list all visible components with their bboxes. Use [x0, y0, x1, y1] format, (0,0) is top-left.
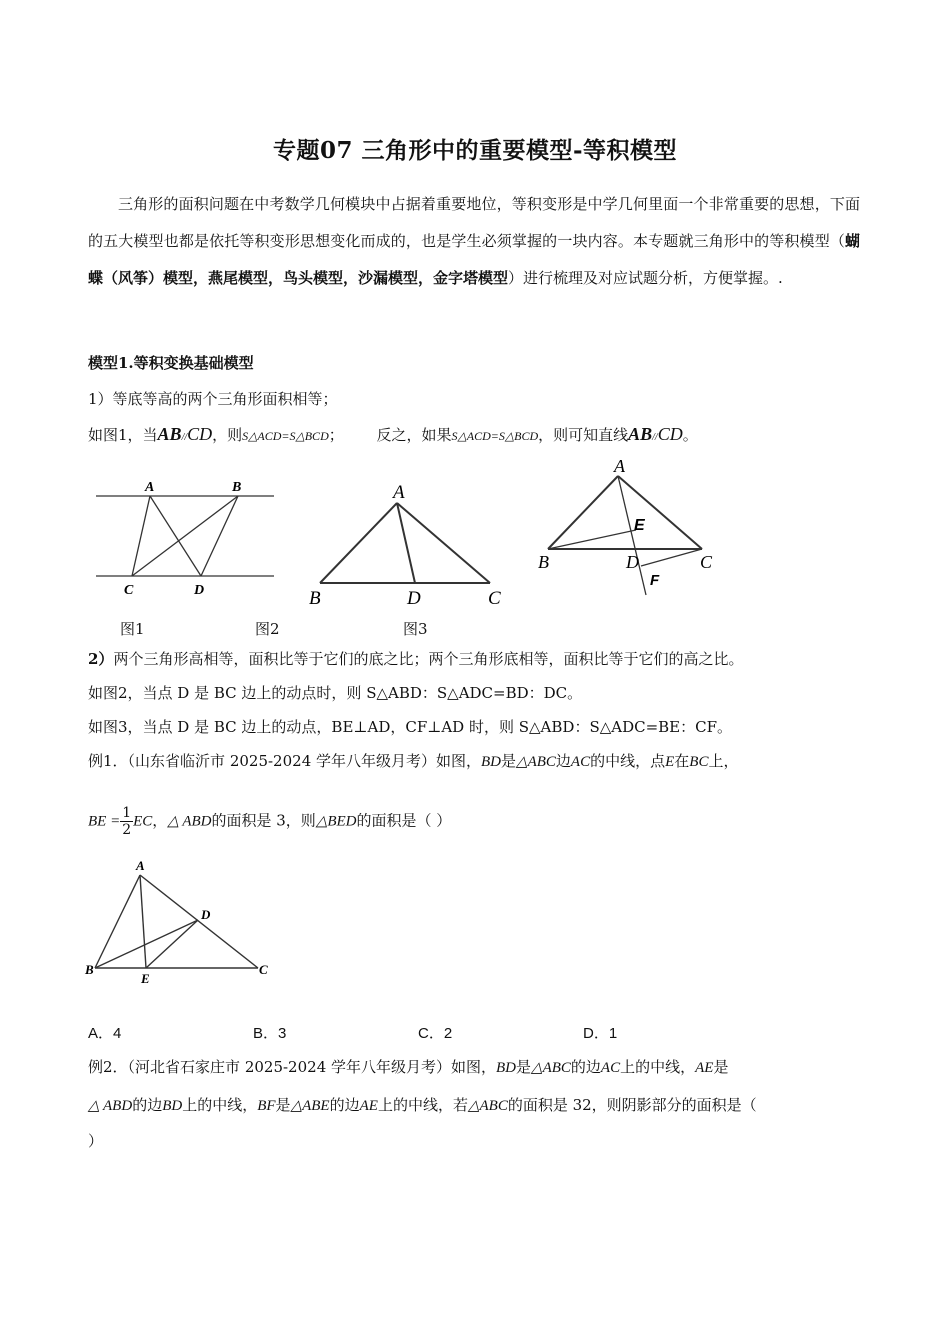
ex1-label: B — [85, 962, 94, 977]
fig3-label: E — [634, 517, 645, 534]
example1-figure — [80, 855, 280, 1015]
figure-1 — [90, 475, 280, 605]
ex1-label: A — [136, 858, 145, 873]
example2-line3: ） — [88, 1132, 104, 1150]
example1-option-b[interactable]: B．3 — [253, 1025, 287, 1042]
fig3-label: B — [538, 552, 549, 572]
example1-option-d[interactable]: D．1 — [583, 1025, 618, 1042]
fig2-label: B — [309, 588, 321, 609]
intro-post: ）进行梳理及对应试题分析，方便掌握。. — [508, 269, 783, 287]
example1-line2: BE = $\frac{1}{2}$ EC，△ ABD的面积是 3，则△BED的面积是（ ） — [88, 805, 452, 838]
fig3-label: A — [614, 456, 625, 476]
figure-2 — [305, 478, 515, 613]
ex1-label: C — [259, 962, 268, 977]
fraction: $\frac{1}{2}$ — [122, 805, 132, 838]
fig2-label: C — [488, 588, 501, 609]
intro-bold: 蝴蝶（风筝）模型，燕尾模型，鸟头模型，沙漏模型，金字塔模型 — [88, 232, 860, 287]
fig1-label: B — [232, 480, 242, 495]
fig3-label: C — [700, 552, 713, 572]
model1-point1: 1）等底等高的两个三角形面积相等； — [88, 390, 338, 408]
fig3-label: D — [626, 552, 639, 572]
caption-fig3: 图3 — [403, 620, 428, 638]
fig3-label: F — [650, 572, 660, 589]
ex1-label: D — [201, 907, 211, 922]
example2-line2: △ ABD的边BD上的中线，BF是△ABE的边AE上的中线，若△ABC的面积是 32，则阴影部分的面积是（ — [88, 1096, 757, 1114]
caption-fig2: 图2 — [255, 620, 280, 638]
ex1-label: E — [141, 971, 150, 986]
model1-fig2-statement: 如图2，当点 D 是 BC 边上的动点时，则 S△ABD：S△ADC=BD：DC。 — [88, 684, 583, 702]
example1-option-c[interactable]: C．2 — [418, 1025, 453, 1042]
fig1-label: A — [145, 480, 155, 495]
example2-line1: 例2．（河北省石家庄市 2025-2024 学年八年级月考）如图，BD是△ABC的边AC上的中线，AE是 — [88, 1058, 729, 1076]
fig1-label: C — [124, 583, 134, 598]
fig2-label: A — [393, 482, 405, 503]
model1-fig1-statement: 如图1，当AB//CD，则S△ACD=S△BCD； 反之，如果S△ACD=S△BCD，则可知直线AB//CD。 — [88, 424, 698, 444]
caption-fig1: 图1 — [120, 620, 145, 638]
model1-point2: 2）两个三角形高相等，面积比等于它们的底之比；两个三角形底相等，面积比等于它们的高之比。 — [88, 650, 744, 668]
figure-3 — [530, 452, 730, 600]
model1-heading: 模型1.等积变换基础模型 — [88, 354, 254, 372]
intro-pre: 三角形的面积问题在中考数学几何模块中占据着重要地位，等积变形是中学几何里面一个非常重要的思想，下面的五大模型也都是依托等积变形思想变化而成的，也是学生必须掌握的一块内容。本专题就三角形中的等积模型（ — [88, 195, 860, 250]
fig2-label: D — [407, 588, 421, 609]
model1-fig3-statement: 如图3，当点 D 是 BC 边上的动点，BE⊥AD，CF⊥AD 时，则 S△ABD：S△ADC=BE：CF。 — [88, 718, 733, 736]
example1-line1: 例1．（山东省临沂市 2025-2024 学年八年级月考）如图，BD是△ABC边AC的中线，点E在BC上， — [88, 752, 739, 770]
intro-paragraph — [88, 186, 860, 297]
page-title: 专题07 三角形中的重要模型-等积模型 — [272, 137, 678, 164]
fig1-label: D — [194, 583, 205, 598]
example1-option-a[interactable]: A．4 — [88, 1025, 122, 1042]
